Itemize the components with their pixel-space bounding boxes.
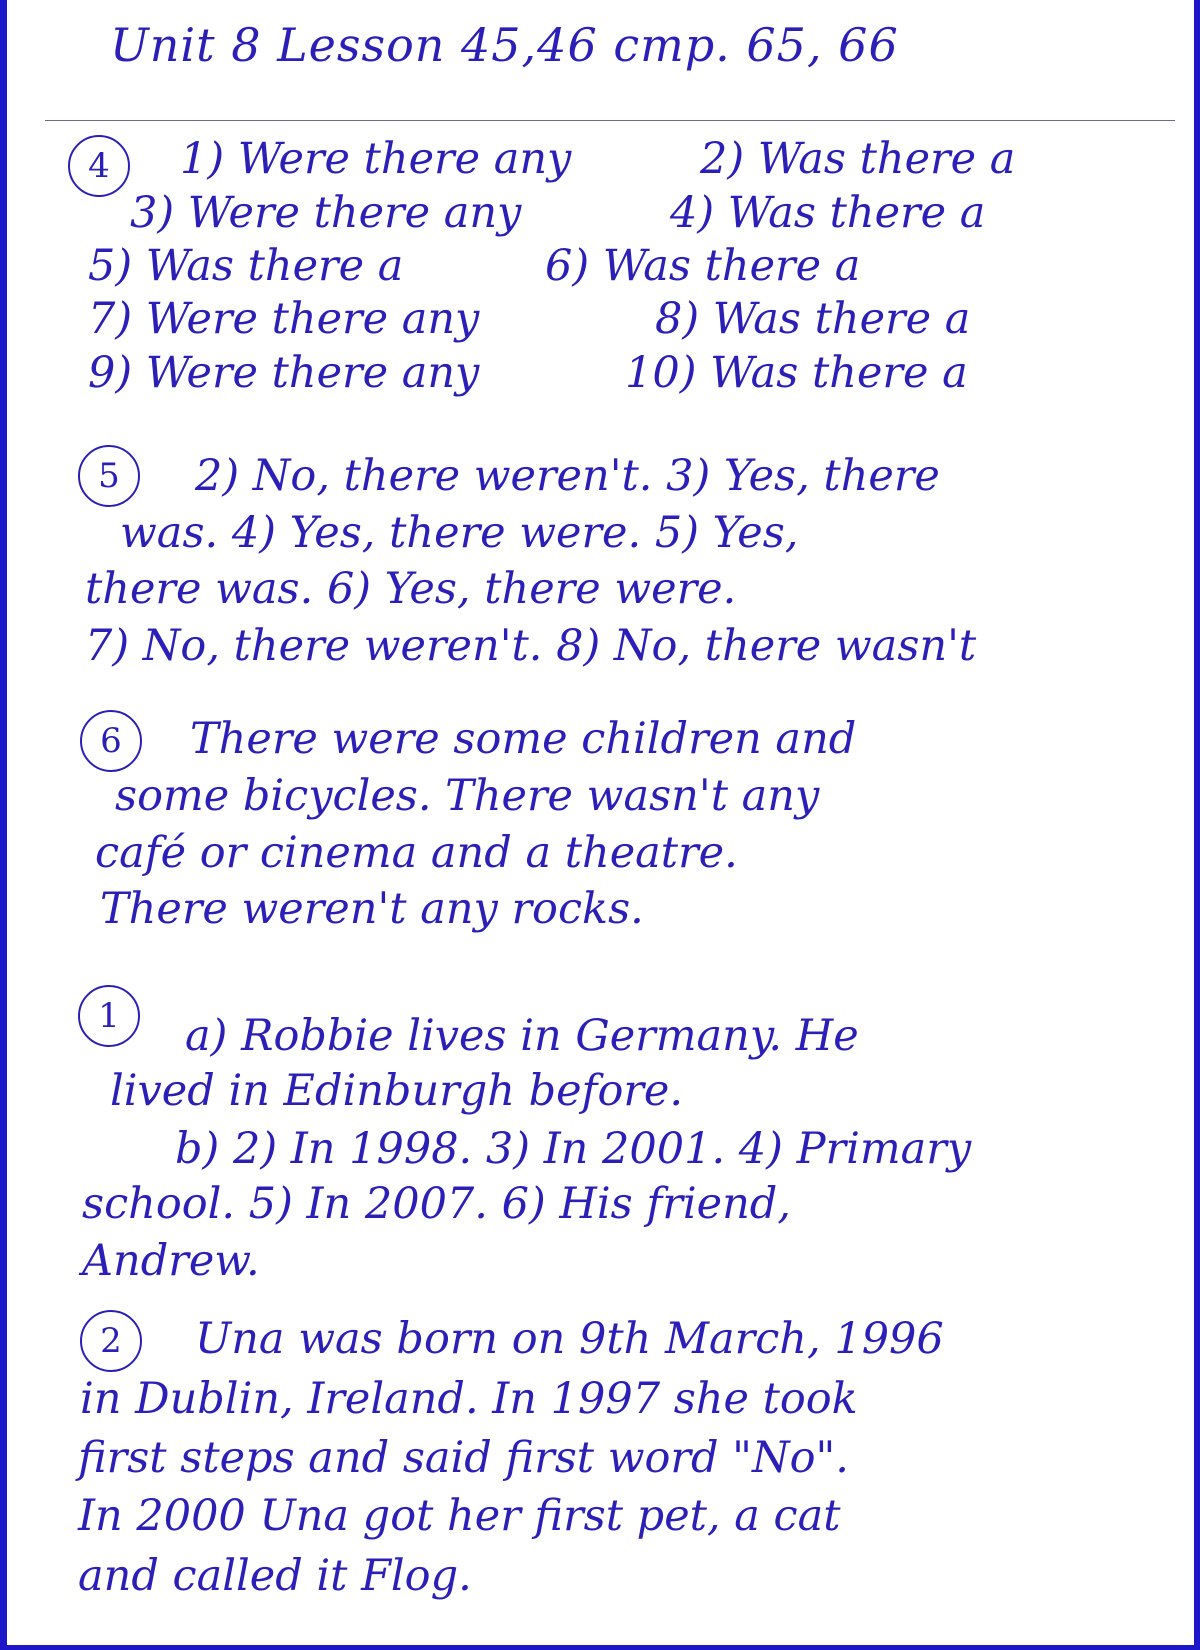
ex2-line-5: and called it Flog. <box>78 1551 472 1601</box>
ex1-line-2: lived in Edinburgh before. <box>110 1066 684 1116</box>
ex4-answer-7: 7) Were there any <box>88 294 480 344</box>
ex6-line-1: There were some children and <box>190 714 857 764</box>
left-frame-bar <box>0 0 7 1650</box>
right-frame-bar <box>1194 0 1200 1650</box>
ex6-line-2: some bicycles. There wasn't any <box>115 771 820 821</box>
ex5-line-4: 7) No, there weren't. 8) No, there wasn't <box>85 621 977 671</box>
ex5-line-2: was. 4) Yes, there were. 5) Yes, <box>120 508 799 558</box>
ex4-answer-9: 9) Were there any <box>88 348 480 398</box>
ex2-line-4: In 2000 Una got her first pet, a cat <box>78 1491 841 1541</box>
bottom-frame-bar <box>0 1645 1200 1650</box>
ex2-line-1: Una was born on 9th March, 1996 <box>195 1314 944 1364</box>
ex4-answer-10: 10) Was there a <box>625 348 968 398</box>
ex5-line-3: there was. 6) Yes, there were. <box>85 564 737 614</box>
ex1-line-4: school. 5) In 2007. 6) His friend, <box>82 1179 791 1229</box>
ex1-line-3: b) 2) In 1998. 3) In 2001. 4) Primary <box>175 1124 972 1174</box>
exercise-number-6: 6 <box>80 710 142 772</box>
header-rule <box>45 120 1175 121</box>
ex4-answer-5: 5) Was there a <box>88 241 404 291</box>
ex4-answer-1: 1) Were there any <box>180 134 572 184</box>
ex6-line-3: café or cinema and a theatre. <box>95 828 738 878</box>
ex6-line-4: There weren't any rocks. <box>100 884 644 934</box>
ex4-answer-4: 4) Was there a <box>670 188 986 238</box>
page-header: Unit 8 Lesson 45,46 стр. 65, 66 <box>110 18 899 72</box>
exercise-number-4: 4 <box>68 135 130 197</box>
ex4-answer-6: 6) Was there a <box>545 241 861 291</box>
exercise-number-1: 1 <box>78 985 140 1047</box>
ex2-line-2: in Dublin, Ireland. In 1997 she took <box>80 1374 858 1424</box>
ex2-line-3: first steps and said first word "No". <box>78 1433 849 1483</box>
exercise-number-5: 5 <box>78 445 140 507</box>
ex4-answer-8: 8) Was there a <box>655 294 971 344</box>
ex5-line-1: 2) No, there weren't. 3) Yes, there <box>195 451 940 501</box>
exercise-number-2: 2 <box>80 1310 142 1372</box>
ex1-line-5: Andrew. <box>82 1236 260 1286</box>
ex4-answer-3: 3) Were there any <box>130 188 522 238</box>
ex1-line-1: a) Robbie lives in Germany. He <box>185 1011 859 1061</box>
ex4-answer-2: 2) Was there a <box>700 134 1016 184</box>
